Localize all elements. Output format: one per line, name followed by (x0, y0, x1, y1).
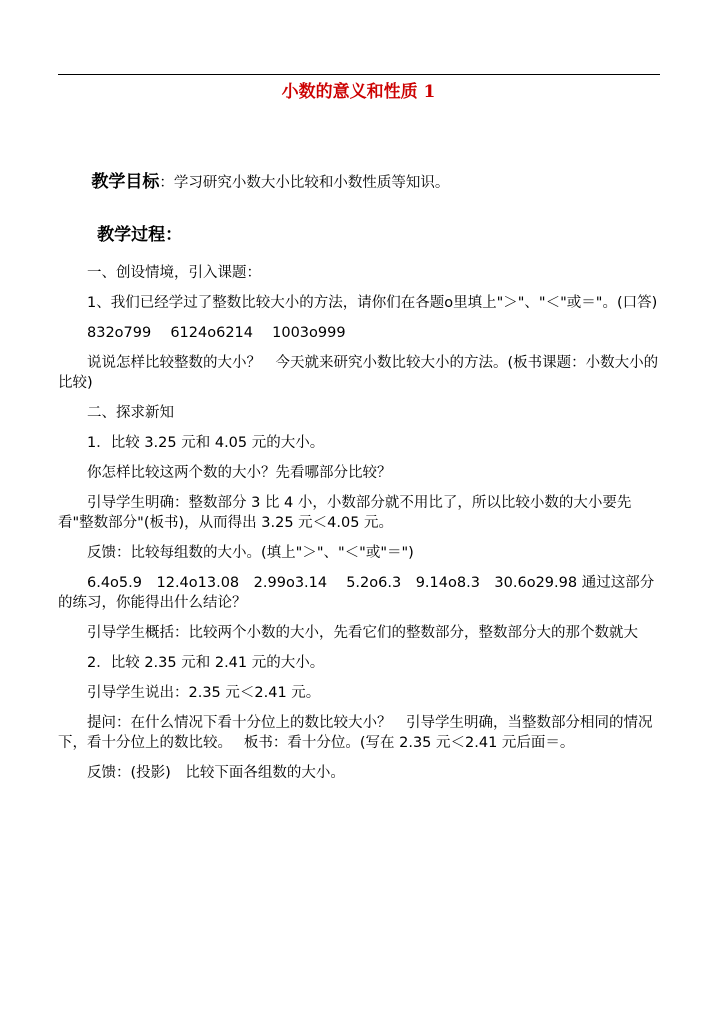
teaching-goal-text: ：学习研究小数大小比较和小数性质等知识。 (159, 175, 450, 191)
paragraph-transition: 说说怎样比较整数的大小？ 今天就来研究小数比较大小的方法。(板书课题：小数大小的比较) (58, 355, 659, 391)
teaching-process-heading: 教学过程： (97, 225, 183, 245)
paragraph-decimal-exercises: 6.4o5.9 12.4o13.08 2.99o3.14 5.2o6.3 9.14o8.3 30.6o29.98 通过这部分的练习，你能得出什么结论？ (58, 575, 655, 611)
paragraph-compare-two: 2．比较 2.35 元和 2.41 元的大小。 (87, 655, 325, 671)
paragraph-summary: 引导学生概括：比较两个小数的大小，先看它们的整数部分，整数部分大的那个数就大 (87, 625, 638, 641)
paragraph-review-question: 1、我们已经学过了整数比较大小的方法，请你们在各题o里填上"＞"、"＜"或＝"。(口答) (87, 295, 658, 311)
paragraph-integer-exercises: 832o799 6124o6214 1003o999 (87, 325, 346, 341)
paragraph-feedback-two: 反馈：(投影) 比较下面各组数的大小。 (87, 765, 345, 781)
header-rule (58, 74, 660, 75)
paragraph-guide-integer: 引导学生明确：整数部分 3 比 4 小，小数部分就不用比了，所以比较小数的大小要先看"整数部分"(板书)，从而得出 3.25 元＜4.05 元。 (58, 495, 632, 531)
teaching-goal (58, 168, 662, 197)
paragraph-intro: 一、创设情境，引入课题： (87, 265, 261, 281)
paragraph-student-answer: 引导学生说出：2.35 元＜2.41 元。 (87, 685, 321, 701)
document-title: 小数的意义和性质 1 (281, 82, 436, 102)
document-body (58, 168, 662, 783)
teaching-goal-label: 教学目标 (91, 172, 160, 192)
paragraph-section-two: 二、探求新知 (87, 405, 174, 421)
paragraph-feedback-one: 反馈：比较每组数的大小。(填上"＞"、"＜"或"＝") (87, 545, 414, 561)
paragraph-compare-one: 1．比较 3.25 元和 4.05 元的大小。 (87, 435, 325, 451)
paragraph-question: 你怎样比较这两个数的大小？先看哪部分比较？ (87, 465, 392, 481)
paragraph-tenths-question: 提问：在什么情况下看十分位上的数比较大小？ 引导学生明确，当整数部分相同的情况下，看十分位上的数比较。 板书：看十分位。(写在 2.35 元＜2.41 元后面＝。 (58, 715, 653, 751)
